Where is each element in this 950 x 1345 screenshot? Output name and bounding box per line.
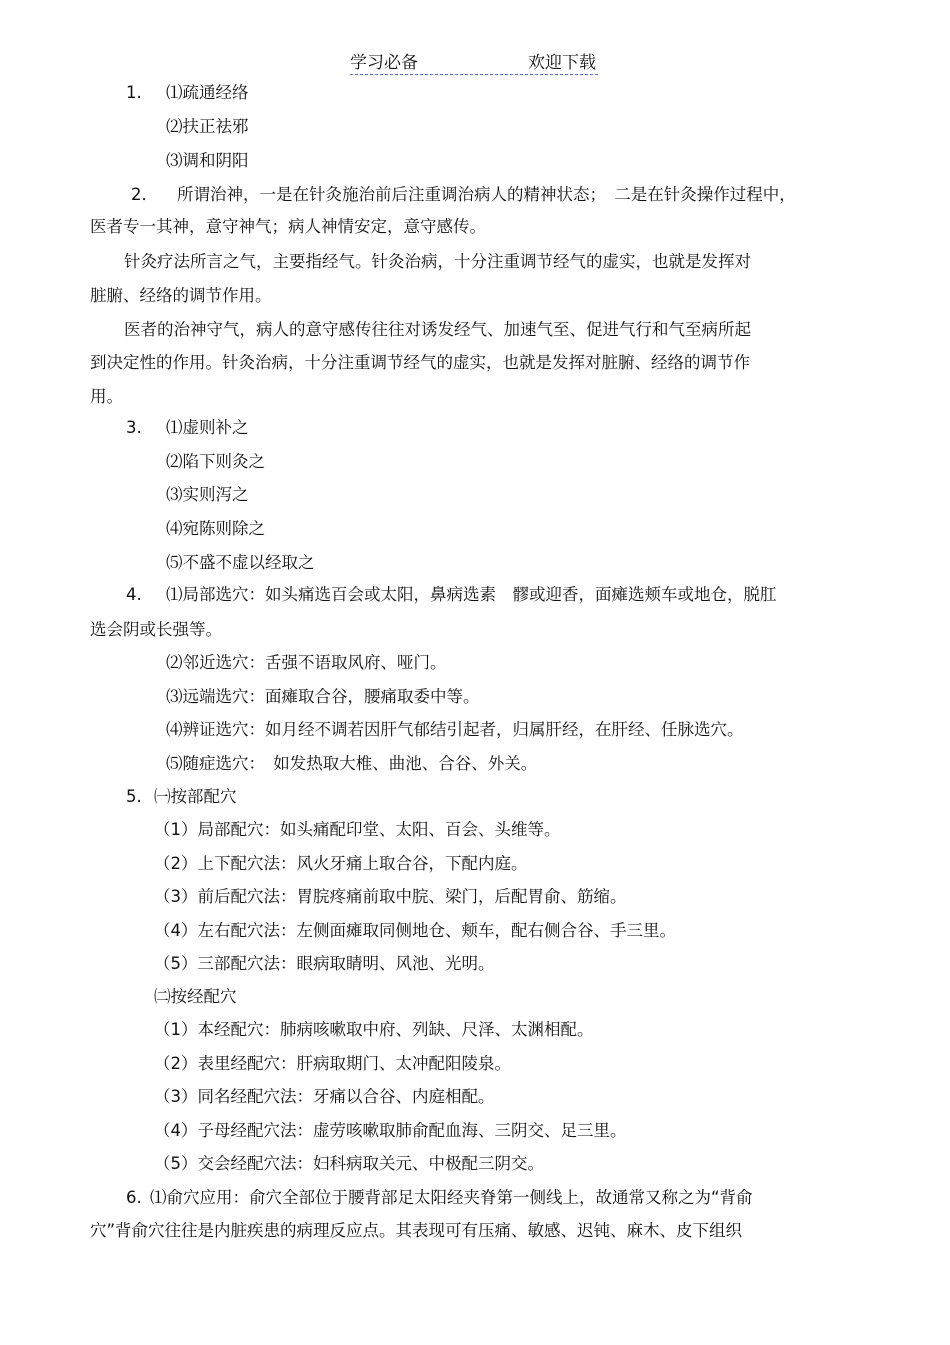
answer-line: （2）表里经配穴：肝病取期门、太冲配阳陵泉。: [154, 1054, 511, 1073]
paragraph-line: 用。: [90, 387, 123, 406]
answer-line: ⑸随症选穴： 如发热取大椎、曲池、合谷、外关。: [166, 754, 538, 773]
answer-line: ⑶调和阴阳: [166, 151, 249, 170]
answer-line: ⑸不盛不虚以经取之: [166, 553, 315, 572]
answer-line: ⑴虚则补之: [166, 418, 249, 437]
paragraph-line: 所谓治神，一是在针灸施治前后注重调治病人的精神状态； 二是在针灸操作过程中，: [177, 185, 796, 204]
answer-line: ⑵邻近选穴：舌强不语取风府、哑门。: [166, 653, 447, 672]
answer-line: ⑶远端选穴：面瘫取合谷，腰痛取委中等。: [166, 687, 480, 706]
answer-line: （2）上下配穴法：风火牙痛上取合谷，下配内庭。: [154, 854, 528, 873]
item-number: 2．: [131, 185, 158, 204]
paragraph-line: 针灸疗法所言之气，主要指经气。针灸治病，十分注重调节经气的虚实，也就是发挥对: [124, 252, 751, 271]
paragraph-line: 医者的治神守气，病人的意守感传往往对诱发经气、加速气至、促进气行和气至病所起: [124, 320, 751, 339]
paragraph-line: 穴”背俞穴往往是内脏疾患的病理反应点。其表现可有压痛、敏感、迟钝、麻木、皮下组织: [90, 1221, 743, 1240]
item-number: 6.: [126, 1188, 142, 1207]
answer-line: （4）左右配穴法：左侧面瘫取同侧地仓、颊车，配右侧合谷、手三里。: [154, 921, 676, 940]
answer-line: （5）交会经配穴法：妇科病取关元、中极配三阴交。: [154, 1154, 544, 1173]
item-number: 4.: [126, 585, 142, 604]
section-heading: ㈡按经配穴: [154, 987, 237, 1006]
section-heading: ㈠按部配穴: [154, 787, 237, 806]
item-number: 3.: [126, 418, 142, 437]
paragraph-line: ⑴俞穴应用：俞穴全部位于腰背部足太阳经夹脊第一侧线上，故通常又称之为“背俞: [150, 1188, 753, 1207]
paragraph-line: 医者专一其神，意守神气；病人神情安定，意守感传。: [90, 217, 486, 236]
item-number: 1.: [126, 83, 142, 102]
header-left-text: 学习必备: [350, 53, 418, 73]
answer-line: ⑷宛陈则除之: [166, 519, 265, 538]
item-number: 5.: [126, 787, 142, 806]
answer-line: （4）子母经配穴法：虚劳咳嗽取肺俞配血海、三阴交、足三里。: [154, 1121, 627, 1140]
answer-line: （3）同名经配穴法：牙痛以合谷、内庭相配。: [154, 1087, 495, 1106]
paragraph-line: 脏腑、经络的调节作用。: [90, 286, 272, 305]
paragraph-line: 到决定性的作用。针灸治病，十分注重调节经气的虚实，也就是发挥对脏腑、经络的调节作: [90, 353, 750, 372]
answer-line: （1）局部配穴：如头痛配印堂、太阳、百会、头维等。: [154, 820, 561, 839]
answer-line: 选会阴或长强等。: [90, 620, 222, 639]
answer-line: ⑴局部选穴：如头痛选百会或太阳，鼻病选素 髎或迎香，面瘫选颊车或地仓，脱肛: [166, 585, 777, 604]
answer-line: ⑴疏通经络: [166, 83, 249, 102]
page-header: [350, 48, 598, 75]
answer-line: （5）三部配穴法：眼病取睛明、风池、光明。: [154, 954, 495, 973]
answer-line: ⑵陷下则灸之: [166, 452, 265, 471]
answer-line: （1）本经配穴：肺病咳嗽取中府、列缺、尺泽、太渊相配。: [154, 1020, 594, 1039]
header-right-text: 欢迎下载: [528, 53, 596, 73]
answer-line: ⑶实则泻之: [166, 485, 249, 504]
answer-line: ⑷辨证选穴：如月经不调若因肝气郁结引起者，归属肝经，在肝经、任脉选穴。: [166, 720, 744, 739]
answer-line: （3）前后配穴法：胃脘疼痛前取中脘、梁门，后配胃俞、筋缩。: [154, 887, 627, 906]
answer-line: ⑵扶正祛邪: [166, 117, 249, 136]
